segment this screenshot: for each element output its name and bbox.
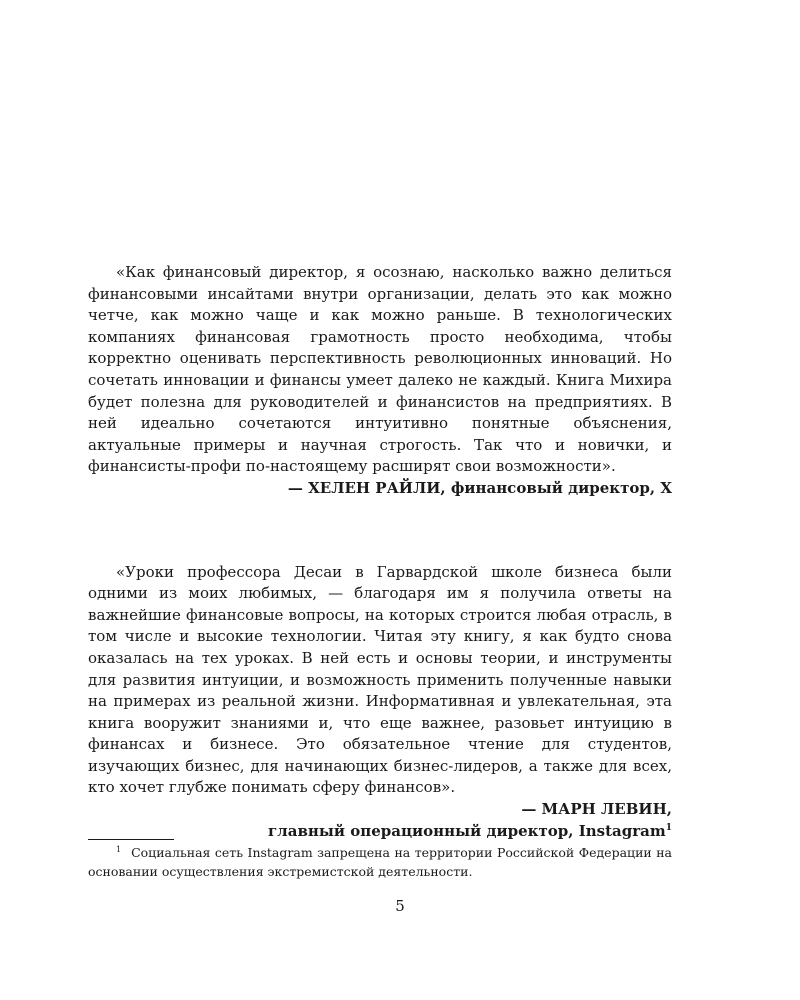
footnote-reference: 1 — [665, 822, 672, 833]
page-number: 5 — [395, 897, 405, 915]
footnote — [88, 843, 672, 881]
attribution-title-text: главный операционный директор, Instagram — [267, 821, 666, 840]
page-body — [88, 262, 672, 842]
footnote-divider — [88, 839, 174, 840]
quote-attribution-1: — ХЕЛЕН РАЙЛИ, финансовый директор, X — [287, 478, 672, 497]
quote-attribution-name-2: — МАРН ЛЕВИН, — [521, 800, 672, 819]
footnote-mark: 1 — [116, 844, 122, 854]
footnote-text: Социальная сеть Instagram запрещена на территории Российской Федерации на основании осуществления экстремистской деятельности. — [88, 845, 672, 879]
quote-text-1: «Как финансовый директор, я осознаю, насколько важно делиться финансовыми инсайтами внутри организации, делать это как можно четче, как можно чаще и как можно раньше. В технологических компаниях финансовая грамотность просто необходима, чтобы корректно оценивать перспективность революционных инноваций. Но сочетать инновации и финансы умеет далеко не каждый. Книга Михира будет полезна для руководителей и финансистов на предприятиях. В ней идеально сочетаются интуитивно понятные объяснения, актуальные примеры и научная строгость. Так что и новички, и финансисты-профи по-настоящему расширят свои возможности». — [88, 263, 672, 476]
quote-text-2: «Уроки профессора Десаи в Гарвардской школе бизнеса были одними из моих любимых, — благодаря им я получила ответы на важнейшие финансовые вопросы, на которых строится любая отрасль, в том числе и высокие технологии. Читая эту книгу, я как будто снова оказалась на тех уроках. В ней есть и основы теории, и инструменты для развития интуиции, и возможность применить полученные навыки на примерах из реальной жизни. Информативная и увлекательная, эта книга вооружит знаниями и, что еще важнее, разовьет интуицию в финансах и бизнесе. Это обязательное чтение для студентов, изучающих бизнес, для начинающих бизнес-лидеров, а также для всех, кто хочет глубже понимать сферу финансов». — [88, 562, 672, 797]
quote-attribution-title-2 — [88, 821, 672, 843]
